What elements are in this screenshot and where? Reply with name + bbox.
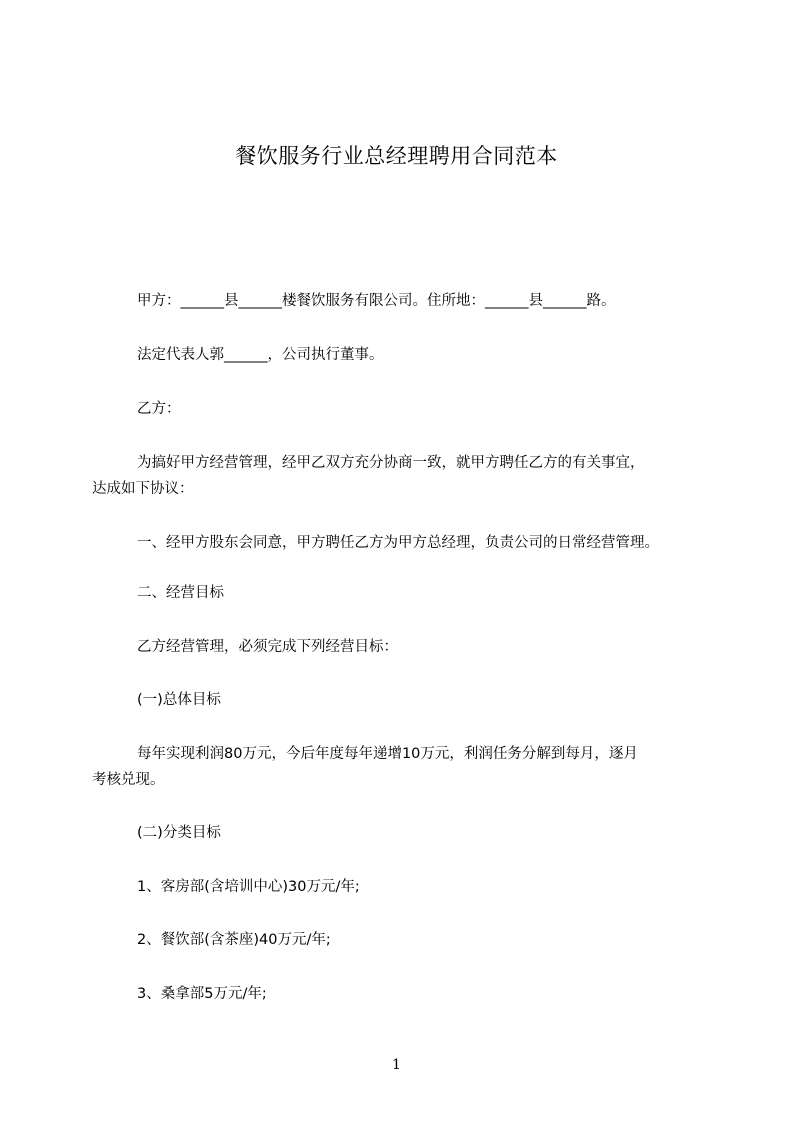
party-b-line: 乙方： bbox=[137, 401, 181, 417]
target-item-catering: 2、餐饮部(含茶座)40万元/年; bbox=[137, 932, 331, 948]
targets-intro: 乙方经营管理，必须完成下列经营目标： bbox=[137, 639, 398, 655]
page-number: 1 bbox=[392, 1057, 401, 1073]
target-item-sauna: 3、桑拿部5万元/年; bbox=[137, 986, 267, 1002]
overall-target-heading: (一)总体目标 bbox=[137, 692, 221, 708]
overall-target-line-2: 考核兑现。 bbox=[92, 772, 165, 788]
party-a-line: 甲方：______县______楼餐饮服务有限公司。住所地：______县______路。 bbox=[137, 293, 616, 309]
target-item-rooms: 1、客房部(含培训中心)30万元/年; bbox=[137, 879, 360, 895]
legal-representative-line: 法定代表人郭______，公司执行董事。 bbox=[137, 347, 384, 363]
clause-one: 一、经甲方股东会同意，甲方聘任乙方为甲方总经理，负责公司的日常经营管理。 bbox=[137, 535, 659, 551]
intro-paragraph-line-2: 达成如下协议： bbox=[92, 481, 194, 497]
document-title: 餐饮服务行业总经理聘用合同范本 bbox=[235, 144, 558, 168]
clause-two-heading: 二、经营目标 bbox=[137, 585, 224, 601]
overall-target-line-1: 每年实现利润80万元，今后年度每年递增10万元，利润任务分解到每月，逐月 bbox=[137, 746, 638, 762]
intro-paragraph-line-1: 为搞好甲方经营管理，经甲乙双方充分协商一致，就甲方聘任乙方的有关事宜， bbox=[137, 455, 645, 471]
category-target-heading: (二)分类目标 bbox=[137, 825, 221, 841]
